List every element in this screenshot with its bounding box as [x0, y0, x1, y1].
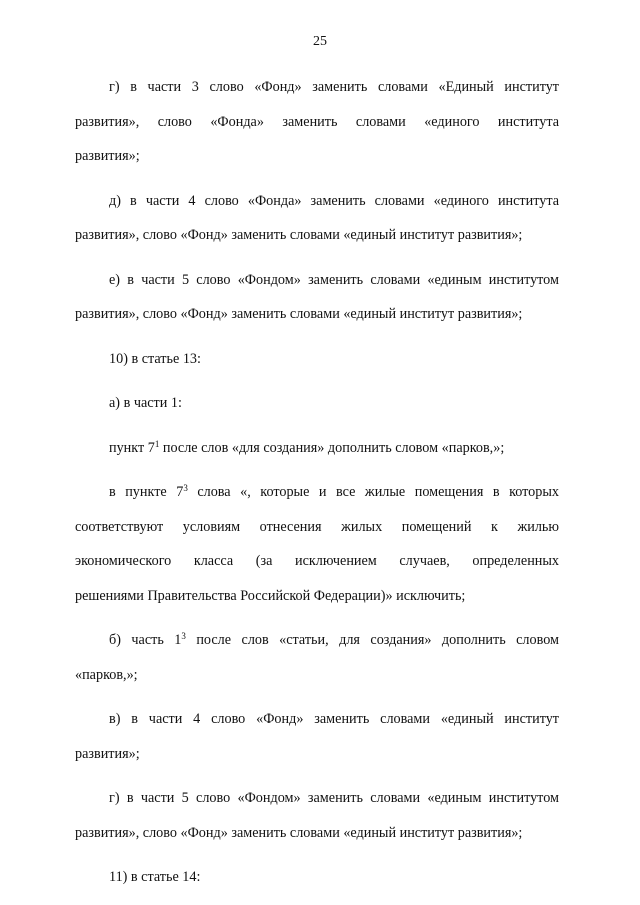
text-line	[75, 623, 559, 658]
superscript: 3	[181, 631, 186, 641]
text-line: развития», слово «Фонд» заменить словами «единый институт развития»;	[75, 227, 523, 243]
paragraph-g-part-3	[75, 70, 559, 174]
paragraph-article-13: 10) в статье 13:	[109, 350, 201, 367]
text-fragment: после слов «для создания» дополнить словом «парков,»;	[159, 439, 505, 456]
text-line: развития»;	[75, 745, 140, 762]
text-fragment: пункт 7	[109, 439, 155, 456]
paragraph-point-7-3	[75, 475, 559, 613]
text-fragment: в пункте 7	[109, 484, 184, 500]
text-line: развития»;	[75, 148, 140, 164]
superscript: 1	[154, 438, 160, 449]
paragraph-point-7-1	[75, 431, 559, 466]
paragraph-d-part-4	[75, 184, 559, 253]
text-line: е) в части 5 слово «Фондом» заменить словами «единым институтом	[109, 271, 559, 288]
text-fragment: слова «, которые и все жилые помещения в которых	[187, 484, 559, 500]
text-line: развития», слово «Фонд» заменить словами «единый институт развития»;	[75, 824, 523, 841]
text-fragment: б) часть 1	[109, 632, 182, 648]
text-line: развития», слово «Фонд» заменить словами «единый институт развития»;	[75, 306, 523, 322]
paragraph-a-part-1: а) в части 1:	[109, 395, 182, 411]
text-line: в) в части 4 слово «Фонд» заменить словами «единый институт	[109, 711, 559, 727]
paragraph-b-part-1-3	[75, 623, 559, 692]
text-line: «парков,»;	[75, 666, 138, 683]
text-line: соответствуют условиям отнесения жилых помещений к жилью	[75, 518, 559, 535]
text-line: развития», слово «Фонда» заменить словами «единого института	[75, 113, 559, 130]
text-line: д) в части 4 слово «Фонда» заменить словами «единого института	[109, 192, 559, 209]
text-line: г) в части 5 слово «Фондом» заменить словами «единым институтом	[109, 790, 559, 806]
text-line: г) в части 3 слово «Фонд» заменить словами «Единый институт	[109, 79, 559, 95]
text-line: решениями Правительства Российской Федерации)» исключить;	[75, 587, 466, 604]
page-number: 25	[313, 34, 327, 49]
text-fragment: после слов «статьи, для создания» дополнить словом	[185, 632, 560, 648]
paragraph-e-part-5	[75, 263, 559, 332]
paragraph-g-part-5	[75, 781, 559, 850]
text-line: экономического класса (за исключением случаев, определенных	[75, 553, 559, 569]
document-body	[75, 70, 559, 905]
paragraph-article-14: 11) в статье 14:	[109, 869, 201, 885]
paragraph-v-part-4	[75, 702, 559, 771]
text-line	[75, 475, 559, 510]
superscript: 3	[183, 483, 188, 493]
